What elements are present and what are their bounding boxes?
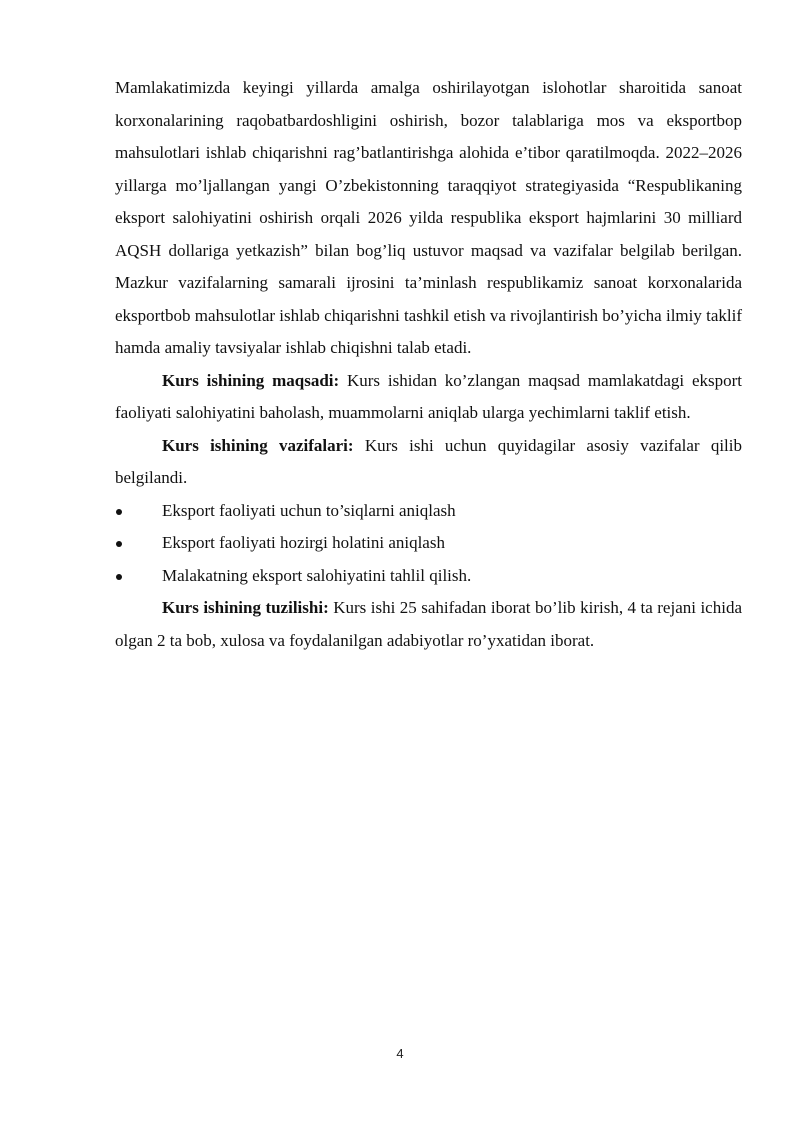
list-item [115, 495, 742, 528]
list-item-text: Eksport faoliyati uchun to’siqlarni aniqlash [162, 500, 456, 520]
page-content [115, 72, 742, 657]
bullet-icon [116, 509, 122, 515]
goal-label: Kurs ishining maqsadi: [162, 370, 340, 390]
goal-paragraph [115, 365, 742, 430]
goal-text: Kurs ishidan ko’zlangan maqsad mamlakatdagi eksport faoliyati salohiyatini baholash, muammolarni aniqlab ularga yechimlarni taklif etish. [115, 370, 742, 422]
structure-text: Kurs ishi 25 sahifadan iborat bo’lib kirish, 4 ta rejani ichida olgan 2 ta bob, xulosa va foydalanilgan adabiyotlar ro’yxatidan iborat. [115, 598, 742, 650]
tasks-list [115, 495, 742, 593]
structure-label: Kurs ishining tuzilishi: [162, 598, 329, 617]
list-item-text: Malakatning eksport salohiyatini tahlil qilish. [162, 565, 472, 585]
tasks-label: Kurs ishining vazifalari: [162, 435, 354, 455]
list-item [115, 527, 742, 560]
list-item [115, 560, 742, 593]
list-item-text: Eksport faoliyati hozirgi holatini aniqlash [162, 533, 445, 552]
bullet-icon [116, 574, 122, 580]
tasks-text: Kurs ishi uchun quyidagilar asosiy vazifalar qilib belgilandi. [115, 435, 743, 487]
structure-paragraph [115, 592, 742, 657]
page-number: 4 [396, 1046, 404, 1061]
tasks-paragraph [115, 430, 742, 495]
bullet-icon [116, 541, 122, 547]
intro-paragraph: Mamlakatimizda keyingi yillarda amalga oshirilayotgan islohotlar sharoitida sanoat korxonalarining raqobatbardoshligini oshirish, bozor talablariga mos va eksportbop mahsulotlari ishlab chiqarishni rag’batlantirishga alohida e’tibor qaratilmoqda. 2022–2026 yillarga mo’ljallangan yangi O’zbekistonning taraqqiyot strategiyasida “Respublikaning eksport salohiyatini oshirish orqali 2026 yilda respublika eksport hajmlarini 30 milliard AQSH dollariga yetkazish” bilan bog’liq ustuvor maqsad va vazifalar belgilab berilgan. Mazkur vazifalarning samarali ijrosini ta’minlash respublikamiz sanoat korxonalarida eksportbob mahsulotlar ishlab chiqarishni tashkil etish va rivojlantirish bo’yicha ilmiy taklif hamda amaliy tavsiyalar ishlab chiqishni talab etadi. [115, 78, 742, 357]
